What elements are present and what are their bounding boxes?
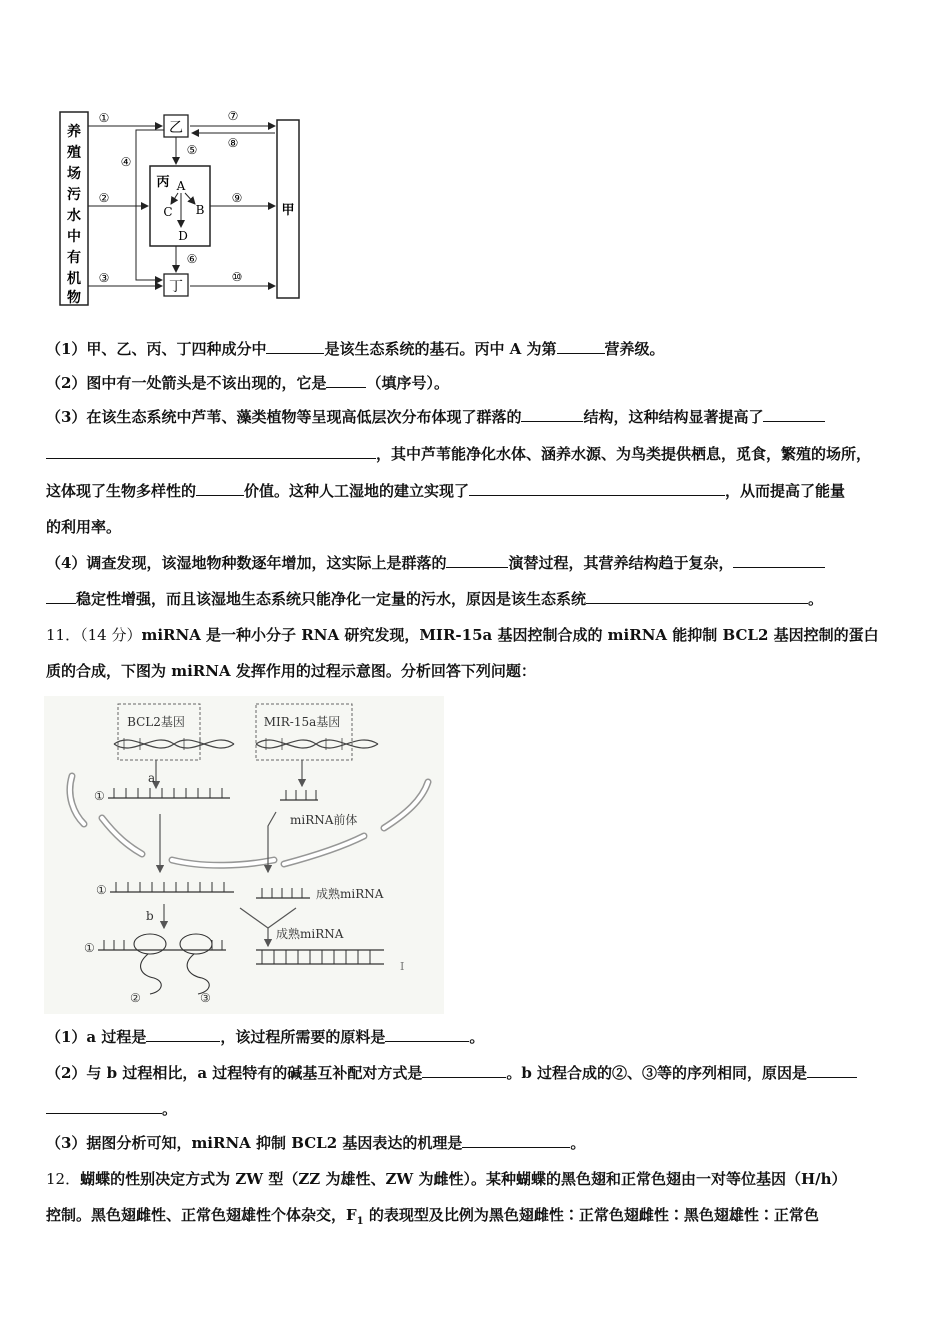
q11-text: 质的合成，下图为 miRNA 发挥作用的过程示意图。分析回答下列问题： bbox=[46, 662, 536, 680]
q11-text: （1）a 过程是 bbox=[46, 1028, 147, 1046]
source-char: 场 bbox=[67, 166, 81, 182]
q10-text: 结构，这种结构显著提高了 bbox=[583, 408, 764, 426]
answer-blank[interactable] bbox=[46, 589, 76, 604]
box-bing-label: 丙 bbox=[156, 175, 170, 190]
q12-text: 蝴蝶的性别决定方式为 ZW 型（ZZ 为雄性、ZW 为雌性）。某种蝴蝶的黑色翅和正常色翅由一对等位基因（H/h） bbox=[80, 1170, 847, 1188]
q11-sub-1 bbox=[46, 1026, 484, 1047]
question-number: 11． bbox=[46, 626, 81, 644]
q10-text: 稳定性增强，而且该湿地生态系统只能净化一定量的污水，原因是该生态系统 bbox=[76, 590, 587, 608]
arrow-label-7: ⑦ bbox=[227, 109, 239, 123]
box-yi-label: 乙 bbox=[169, 120, 183, 136]
q10-line-5 bbox=[46, 480, 845, 501]
bcl2-gene-label: BCL2基因 bbox=[127, 715, 185, 729]
q12-subscript: 1 bbox=[356, 1216, 364, 1227]
answer-blank[interactable] bbox=[266, 339, 324, 354]
q11-text: miRNA 是一种小分子 RNA 研究发现，MIR-15a 基因控制合成的 miRNA 能抑制 BCL2 基因控制的蛋白 bbox=[141, 626, 879, 644]
answer-blank[interactable] bbox=[326, 373, 366, 388]
q11-text: 。 bbox=[162, 1100, 178, 1118]
q10-text: 演替过程，其营养结构趋于复杂， bbox=[508, 554, 734, 572]
q10-text: ，其中芦苇能净化水体、涵养水源、为鸟类提供栖息，觅食，繁殖的场所， bbox=[376, 445, 872, 463]
mirna-diagram bbox=[44, 696, 444, 1014]
q10-text: （1）甲、乙、丙、丁四种成分中 bbox=[46, 340, 267, 358]
box-jia-label: 甲 bbox=[281, 203, 295, 218]
arrow-label-5: ⑤ bbox=[186, 143, 198, 157]
answer-blank[interactable] bbox=[586, 589, 808, 604]
marker-i: I bbox=[400, 960, 405, 973]
arrow-label-6: ⑥ bbox=[186, 252, 198, 266]
answer-blank[interactable] bbox=[46, 444, 376, 459]
q11-sub-3 bbox=[46, 1132, 585, 1153]
source-char: 水 bbox=[67, 208, 81, 224]
answer-blank[interactable] bbox=[733, 553, 825, 568]
source-char: 机 bbox=[67, 271, 81, 287]
q11-text: 。 bbox=[570, 1134, 586, 1152]
source-char: 中 bbox=[67, 229, 81, 245]
answer-blank[interactable] bbox=[146, 1027, 220, 1042]
mature-mirna-label-2: 成熟miRNA bbox=[276, 927, 344, 941]
q11-text: 。 bbox=[469, 1028, 485, 1046]
q10-text: 价值。这种人工湿地的建立实现了 bbox=[244, 482, 470, 500]
arrow-label-1: ① bbox=[98, 111, 110, 125]
q10-text: 是该生态系统的基石。丙中 A 为第 bbox=[324, 340, 557, 358]
node-c: C bbox=[163, 205, 173, 219]
arrow-label-10: ⑩ bbox=[231, 270, 243, 284]
q11-text: 。b 过程合成的②、③等的序列相同，原因是 bbox=[506, 1064, 808, 1082]
q10-text: 的利用率。 bbox=[46, 518, 122, 536]
mirna-precursor-label: miRNA前体 bbox=[290, 813, 358, 827]
q10-line-8 bbox=[46, 588, 823, 609]
node-a: A bbox=[176, 179, 186, 193]
process-a-label: a bbox=[148, 771, 156, 785]
question-score: （14 分） bbox=[80, 626, 142, 644]
answer-blank[interactable] bbox=[807, 1063, 857, 1078]
q12-line-1 bbox=[46, 1168, 847, 1189]
q10-text: （2）图中有一处箭头是不该出现的，它是 bbox=[46, 374, 327, 392]
mir15a-gene-label: MIR-15a基因 bbox=[263, 715, 341, 729]
answer-blank[interactable] bbox=[763, 407, 825, 422]
arrow-label-3: ③ bbox=[98, 271, 110, 285]
q12-line-2 bbox=[46, 1204, 819, 1227]
source-char: 有 bbox=[67, 250, 81, 266]
q12-text: 的表现型及比例为黑色翅雌性∶正常色翅雌性∶黑色翅雄性∶正常色 bbox=[363, 1206, 819, 1224]
q10-line-1 bbox=[46, 338, 665, 359]
answer-blank[interactable] bbox=[196, 481, 244, 496]
q11-sub-2b bbox=[46, 1098, 177, 1119]
answer-blank[interactable] bbox=[462, 1133, 570, 1148]
source-char: 殖 bbox=[67, 145, 81, 161]
node-d: D bbox=[178, 229, 188, 243]
q10-line-3 bbox=[46, 406, 825, 427]
ecosystem-diagram bbox=[40, 100, 320, 312]
marker-1b: ① bbox=[96, 883, 107, 897]
marker-3: ③ bbox=[200, 991, 211, 1005]
answer-blank[interactable] bbox=[521, 407, 583, 422]
q10-line-7 bbox=[46, 552, 825, 573]
arrow-label-4: ④ bbox=[120, 155, 132, 169]
answer-blank[interactable] bbox=[422, 1063, 506, 1078]
q12-text: 控制。黑色翅雌性、正常色翅雄性个体杂交，F bbox=[46, 1206, 357, 1224]
q11-sub-2 bbox=[46, 1062, 857, 1083]
q10-text: 这体现了生物多样性的 bbox=[46, 482, 197, 500]
q11-line-1 bbox=[46, 624, 879, 645]
q10-text: 。 bbox=[808, 590, 824, 608]
q11-text: （2）与 b 过程相比，a 过程特有的碱基互补配对方式是 bbox=[46, 1064, 423, 1082]
answer-blank[interactable] bbox=[446, 553, 508, 568]
answer-blank[interactable] bbox=[46, 1099, 162, 1114]
q10-text: 营养级。 bbox=[604, 340, 665, 358]
q10-line-4 bbox=[46, 443, 871, 464]
q10-text: （填序号）。 bbox=[366, 374, 449, 392]
marker-1c: ① bbox=[84, 941, 95, 955]
mature-mirna-label-1: 成熟miRNA bbox=[316, 887, 384, 901]
answer-blank[interactable] bbox=[469, 481, 725, 496]
source-char: 物 bbox=[67, 290, 81, 306]
q11-line-2 bbox=[46, 660, 536, 681]
q11-text: ，该过程所需要的原料是 bbox=[220, 1028, 386, 1046]
source-char: 污 bbox=[67, 187, 81, 203]
arrow-label-8: ⑧ bbox=[227, 136, 239, 150]
source-char: 养 bbox=[67, 124, 81, 140]
q10-line-6 bbox=[46, 516, 121, 537]
q10-text: ，从而提高了能量 bbox=[725, 482, 846, 500]
node-b: B bbox=[195, 203, 205, 217]
q10-line-2 bbox=[46, 372, 449, 393]
question-number: 12． bbox=[46, 1170, 81, 1188]
arrow-label-2: ② bbox=[98, 191, 110, 205]
marker-1: ① bbox=[94, 789, 105, 803]
q10-text: （3）在该生态系统中芦苇、藻类植物等呈现高低层次分布体现了群落的 bbox=[46, 408, 522, 426]
box-ding-label: 丁 bbox=[169, 279, 183, 295]
answer-blank[interactable] bbox=[557, 339, 605, 354]
process-b-label: b bbox=[146, 909, 154, 923]
arrow-label-9: ⑨ bbox=[231, 191, 243, 205]
marker-2: ② bbox=[130, 991, 141, 1005]
answer-blank[interactable] bbox=[385, 1027, 469, 1042]
q11-text: （3）据图分析可知，miRNA 抑制 BCL2 基因表达的机理是 bbox=[46, 1134, 463, 1152]
q10-text: （4）调查发现，该湿地物种数逐年增加，这实际上是群落的 bbox=[46, 554, 447, 572]
